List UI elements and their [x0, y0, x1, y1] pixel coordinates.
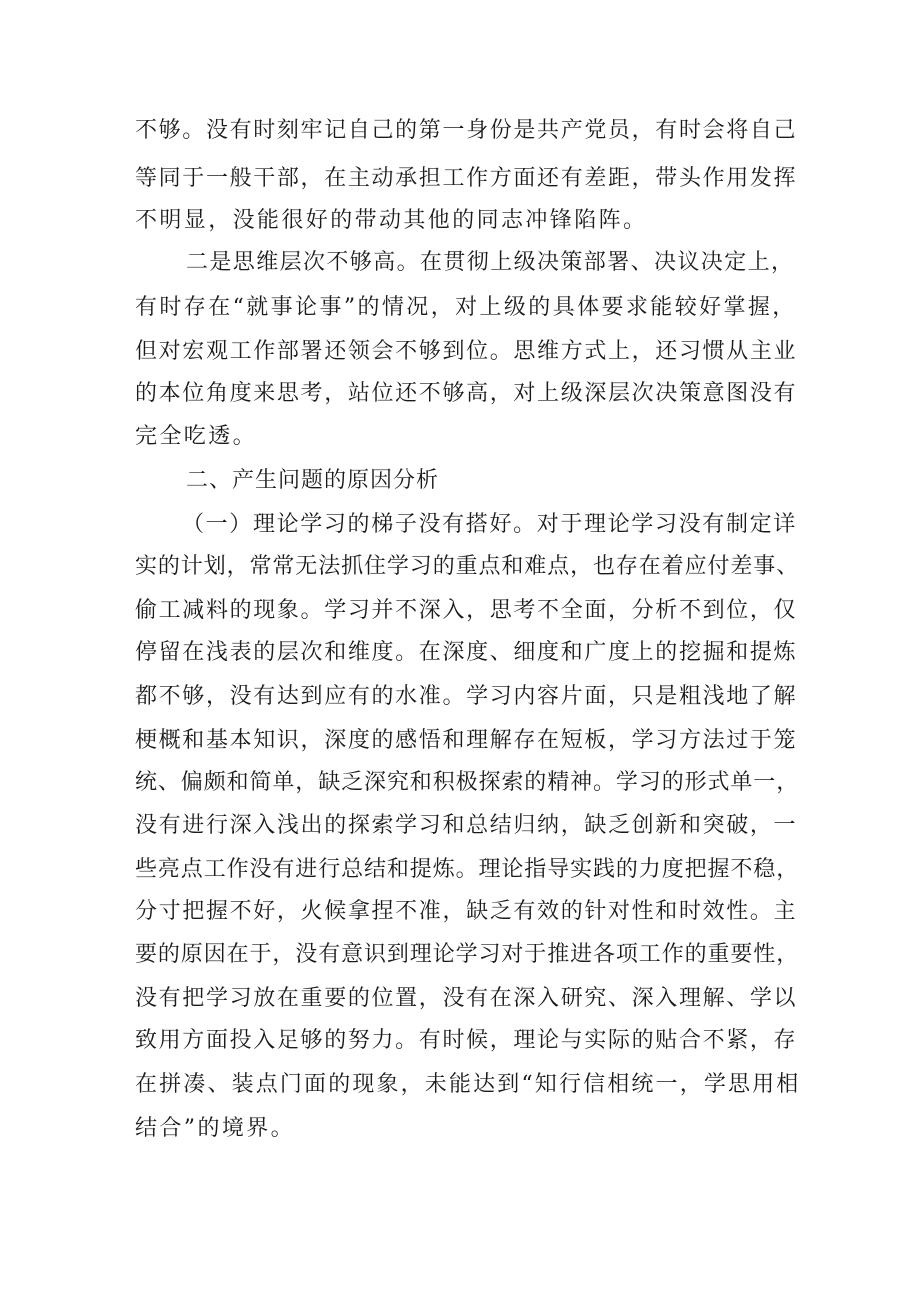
para1-line-1: 不够。没有时刻牢记自己的第一身份是共产党员，有时会将自己 [135, 118, 798, 143]
para3-line-2: 实的计划，常常无法抓住学习的重点和难点，也存在着应付差事、 [135, 554, 800, 579]
para1-line-2: 等同于一般干部，在主动承担工作方面还有差距，带头作用发挥 [135, 166, 798, 191]
para2-line-3: 但对宏观工作部署还领会不够到位。思维方式上，还习惯从主业 [135, 339, 798, 364]
para3-line-1: （一）理论学习的梯子没有搭好。对于理论学习没有制定详 [182, 512, 797, 537]
section-heading: 二、产生问题的原因分析 [186, 468, 440, 493]
para3-line-15: 结合”的境界。 [135, 1116, 296, 1141]
para3-line-13: 致用方面投入足够的努力。有时候，理论与实际的贴合不紧，存 [135, 1028, 798, 1053]
para3-line-11: 要的原因在于，没有意识到理论学习对于推进各项工作的重要性， [135, 942, 800, 967]
para3-line-12: 没有把学习放在重要的位置，没有在深入研究、深入理解、学以 [135, 986, 798, 1011]
para3-line-4: 停留在浅表的层次和维度。在深度、细度和广度上的挖掘和提炼 [135, 640, 798, 665]
para3-line-9: 些亮点工作没有进行总结和提炼。理论指导实践的力度把握不稳， [135, 857, 800, 882]
para2-line-1: 二是思维层次不够高。在贯彻上级决策部署、决议决定上， [186, 250, 795, 275]
para3-line-3: 偷工减料的现象。学习并不深入，思考不全面，分析不到位，仅 [135, 598, 798, 623]
para3-line-5: 都不够，没有达到应有的水准。学习内容片面，只是粗浅地了解 [135, 684, 798, 709]
para2-line-4: 的本位角度来思考，站位还不够高，对上级深层次决策意图没有 [135, 381, 798, 406]
para3-line-10: 分寸把握不好，火候拿捏不准，缺乏有效的针对性和时效性。主 [135, 899, 798, 924]
para3-line-6: 梗概和基本知识，深度的感悟和理解存在短板，学习方法过于笼 [135, 728, 798, 753]
para3-line-7: 统、偏颇和简单，缺乏深究和积极探索的精神。学习的形式单一， [135, 770, 800, 795]
para3-line-8: 没有进行深入浅出的探索学习和总结归纳，缺乏创新和突破，一 [135, 813, 798, 838]
para2-line-2: 有时存在“就事论事”的情况，对上级的具体要求能较好掌握， [135, 295, 797, 320]
para3-line-14: 在拼凑、装点门面的现象，未能达到“知行信相统一，学思用相 [135, 1072, 801, 1097]
para1-line-3: 不明显，没能很好的带动其他的同志冲锋陷阵。 [135, 208, 648, 233]
para2-line-5: 完全吃透。 [135, 424, 258, 449]
